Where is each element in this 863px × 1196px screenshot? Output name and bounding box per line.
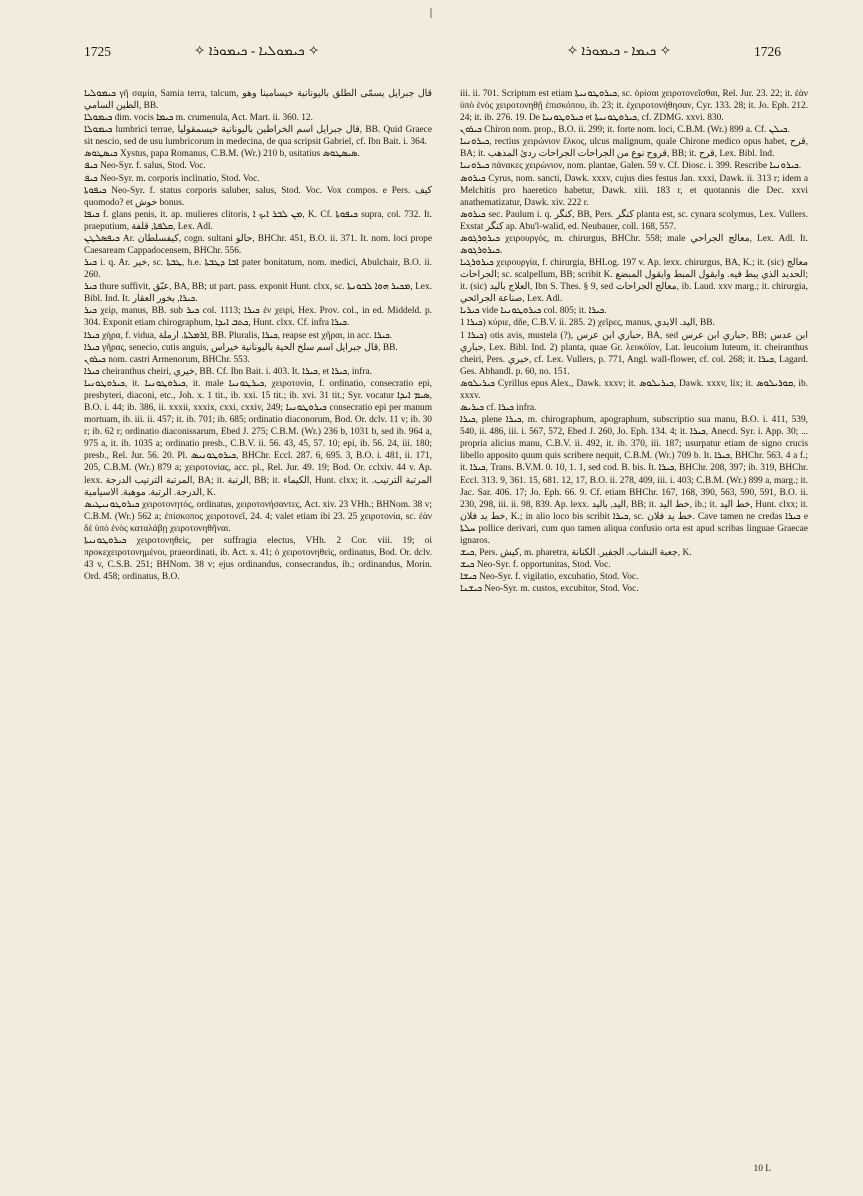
entry: ܟܝܪܘܢܝܐ, rectius χειρώνιον ἕλκος, ulcus malignum, quale Chirone medico opus habet, قرح, BA; it. قروح نوع من الجراحات الجراحات ردئ المذهب, BB; it. قرح, Lex. Bibl. Ind. [460,137,808,160]
page-number-left: 1725 [84,44,111,59]
entry: ܟܝܪܘܛܘܢܝܛܝܣ χειροτονητός, ordinatus, χειροτονήσαντες, Act. xiv. 23 VHh.; BHNom. 38 v; C.B.M. (Wr.) 562 a; ἐπίσκοπος χειροτονεῖ, 24. 4; valet etiam ibi 23. 25 χειροτονία, sc. ἐὰν δὲ ὑπὸ ἑνὸς καταλάβῃ χειροτονηθῆναι. [84,499,432,534]
entry: ܟܝܪܘܣ Cyrus, nom. sancti, Dawk. xxxv, cujus dies festus Jan. xxxi, Dawk. ii. 313 r; idem a Melchitis pro haeretico habetur, Dawk. xiii. 183 r, et quotannis die Dec. xxvi anathematizatur, Dawk. xiv. 222 r. [460,173,808,208]
binding-mark [430,8,432,18]
entry: ܟܝܪܘܢ nom. castri Armenorum, BHChr. 553. [84,354,250,365]
entry: ܟܝܪܘܢܝܐ πάνακες χειρώνιον, nom. plantae, Galen. 59 v. Cf. Diosc. i. 399. Rescribe ܟܝܪܘܢܝܐ. [460,161,802,172]
entry: ܟܝܪܐ γῆρας, senecio, cutis anguis, قال جبرايل اسم سلخ الحية باليونانية خيراس, BB. [84,342,398,353]
entry: ܟܝܡܘܠܐ dim. vocis ܟܝܡܐ m. crumenula, Act. Mart. ii. 360. 12. [84,113,313,124]
page-number-right: 1726 [754,44,781,59]
signature-mark: 10 L [753,1164,771,1174]
entry: ܟܝܪܘܛܘܢܝܐ, it. ܟܝܪܘܛܘܢܝܐ, it. male ܟܝܪܛܘܢܝܐ, χειροτονία, f. ordinatio, consecratio epi, presbyteri, diaconi, etc., Joh. x. 1 tit., ib. xxi. 15 tit.; ib. xvi. 31 tit.; Syr. vocatur ܣܝܡ ܐܝܕܐ, B.O. i. 44; ib. 386, ii. xxxii, xxxix, cxxi, cxxiv, 249; ܟܝܪܘܛܘܢܝܐ consecratio epi per manum mortuam, ib. iii. ii. 457; it. ib. 701; ib. 685; ordinatio diaconorum, Bod. Or. dclv. 11 v; ib. 30 r; ib. 62 r; ordinatio diaconissarum, Ebed J. 275; C.B.M. (Wr.) 236 b, 1031 b, sed ib. 964 a, 975 a, it. ib. 1035 a; ordinatio presb., C.B.V. ii. 56. 43, 45, 57. 10; epi, ib. 56. 24, iii. 180; presb., Rel. Jur. 56. 20. Pl. ܟܝܪܘܛܘܢܝܣ, BHChr. Eccl. 287. 6, 695. 3, B.O. i. 481, ii. 171, 205, C.B.M. (Wr.) 879 a; χειροτονίας, acc. pl., Rel. Jur. 49. 19; Bod. Or. cclxiv. 44 v. Ap. lexx. المرتبة الترتيب الدرجة, BA; it. الرتبة, BB; it. الكيماء, Hunt. clxx; it. المرتبة الترتيب. الدرجة. الرتبة. موهبة. الاسيامية, K. [84,378,433,498]
entry: ܟܝܪܘܛܘܢܝܬܐ χειροτονηθεὶς, per suffragia electus, VHh. 2 Cor. viii. 19; οἱ προκεχειροτονημένοι, praeordinati, ib. Act. x. 41; ὁ χειροτονηθεὶς, ordinatus, Bod. Or. dclv. 43 v, C.S.B. 251; BHNom. 38 v; ejus ordinandus, consecrandus, ib.; ordinandus, Morin. Ord. 458; ordinatus, B.O. [84,535,432,583]
left-column [84,88,432,583]
entry: ܟܝܦ Neo-Syr. m. corporis inclinatio, Stod. Voc. [84,173,260,184]
right-column [460,88,808,595]
entry: ܟܝܫܢܐ Neo-Syr. m. custos, excubitor, Stod. Voc. [460,584,639,595]
entry: ܟܝܦܐ f. glans penis, it. ap. mulieres clitoris, ܡܢ ܠܒܪ ܐܝܟ ܐ, K. Cf. ܟܝܦܘܬܐ supra, col. 732. It. praeputium, ܩܠܦܬܐ, قلفة, Lex. Adl. [84,209,432,232]
entry: ܟܝܣܛܘܣ Xystus, papa Romanus, C.B.M. (Wr.) 210 b, usitatius ܣܝܣܛܘܣ. [84,149,360,160]
entry: ܟܝܪܘܪܓܘܣ χειρουργός, m. chirurgus, BHChr. 558; male معالج الجراحي, Lex. Adl. It. ܟܝܪܘܪܓܘܣ. [460,233,808,257]
entry: ܟܝܪܐ cheiranthus cheiri, خيري, BB. Cf. Ibn Bait. i. 403. It. ܟܝܪܐ, et ܟܝܪܐ, infra. [84,366,372,377]
entry: iii. ii. 701. Scriptum est etiam ܟܝܪܘܛܘܢܝܬܐ, sc. ὁρίσαι χειροτονεῖσθαι, Rel. Jur. 23. 22; it. ἐὰν ὑπὸ ἑνὸς χειροτονηθῇ ἐπισκόπου, ib. 23; it. ἐχειροτονήθησαν, Cyr. 133. 28; it. Jo. Eph. 212. 24; it. ib. 276. 19. De ܟܝܪܘܛܘܢܝܐ et ܟܝܪܘܛܘܢܝܬܐ, cf. ZDMG. xxvi. 830. [460,89,809,124]
entry: ܟܝܪܐ 1) otis avis, mustela (?), حباري ابن عرس, BA, sed حباري ابن عرس, BB; ابن عدس حباري, Lex. Bibl. Ind. 2) planta, quae Gr. λευκόϊον, Lat. leucoium luteum, it. cheiranthus cheiri, Pers. خيري, cf. Lex. Vullers, p. 771, Angl. wall-flower, cf. col. 268; it. ܟܝܪܐ, Lagard. Ges. Abhandl. p. 60, no. 151. [460,330,808,377]
entry: ܟܝܫ, Pers. كيش, m. pharetra, جعبة النشاب. الجفير. الكنانة, K. [460,547,692,558]
entry: ܟܝܦ Neo-Syr. f. salus, Stod. Voc. [84,161,206,172]
entry: ܟܝܫܐ Neo-Syr. f. vigilatio, excubatio, Stod. Voc. [460,572,639,583]
entry: ܟܝܫ Neo-Syr. f. opportunitas, Stod. Voc. [460,560,611,571]
entry: ܟܝܪܐ, plene ܟܝܪܐ, m. chirographum, apographum, subscriptio sua manu, B.O. i. 411, 539, 540, ii. 486, iii. i. 567, 572, Ebed J. 260, Jo. Eph. 134. 4; it. ܟܝܪܐ, Anecd. Syr. i. App. 30; ... propria alicius manu, C.B.V. ii. 492, it. ib. 370, iii. 187; usurpatur etiam de signo crucis libello apposito quum quis scribere nequit, C.B.M. (Wr.) 709 b. It. ܟܝܪܐ, BHChr. 563. 4 a f.; it. ܟܝܪܐ, Trans. B.V.M. 0. 10, 1. 1, sed cod. B. bis. It. ܟܝܪܐ, BHChr. 208, 397; ib. 319, BHChr. Eccl. 313. 9, 361. 15, 681. 12, 17, B.O. ii. 278, 409, iii. i. 403; C.B.M. (Wr.) 899 a, marg.; it. Jac. Sar. 406. 17; Jo. Eph. 66. 9. Cf. etiam BHChr. 167, 168, 390, 563, 590, 591, B.O. ii. 230, 298, iii. ii. 98, 839. Ap. lexx. اليد, باليد, BB; it. خط اليد, ib.; it. خط اليد, Hunt. clxx; it. خط يد فلان, K.; in alio loco bis scribit ܟܝܪܐ, sc. خط يد فلان. Cave tamen ne credas ܟܝܪܐ e ܚܠܬܐ pollice derivari, cum quo tamen aliqua confusio orta est apud scribas linguae Graecae ignaros. [460,415,809,546]
running-title-right: ✧ ܟܝܡܐ - ܟܝܡܘܪܐ ✧ [566,43,671,58]
entry: ܟܝܪܐ χήρα, f. vidua, ܐܪܡܠܬܐ. ارملة, BB. Pluralis, ܟܝܪܐ, reapse est χῆραι, in acc. ܟܝܪܐ. [84,330,393,341]
entry: ܟܝܦܣܠܛܢ Ar. كيفسلطان, cogn. sultani حالو, BHChr. 451, B.O. ii. 371. It. nom. loci prope Caesaream Cappadocensem, BHChr. 556. [84,233,432,257]
entry: ܟܝܪܘܢ Chiron nom. prop., B.O. ii. 299; it. forte nom. loci, C.B.M. (Wr.) 899 a. Cf. ܟܝܠܢ. [460,125,790,136]
entry: ܟܝܪܝܠܘܣ Cyrillus epus Alex., Dawk. xxxv; it. ܟܝܪܝܠܘܣ, Dawk. xxxv, lix; it. ܩܘܪܝܠܘܣ, ib. xxxv. [460,378,809,401]
entry: ܟܝܡܘܠܝܐ γῆ σαμία, Samia terra, talcum, قال جبرايل يسمّى الطلق باليونانية خيسامينا وهو الطين السامي, BB. [84,89,432,112]
entry: ܟܝܪܝܐ vide ܟܝܪܘܛܘܢܝܐ col. 805; it. ܟܝܪܐ. [460,306,607,317]
page-header [84,44,781,68]
entry: ܟܝܪ χείρ, manus, BB. sub ܟܝܪ col. 1113; ܟܝܪܐ ἐν χειρί, Hex. Prov. col., in ed. Middeld. p. 304. Exponit etiam chirographum, ܟܬܒ ܐܝܕܐ, Hunt. clxx. Cf. infra ܟܝܪܐ. [84,306,432,329]
running-title-left: ✧ ܟܝܡܘܠܝܐ - ܟܝܡܘܪܐ ✧ [194,43,320,58]
entry: ܟܝܪܝܣ cf. ܟܝܪܐ infra. [460,403,537,414]
entry: ܟܝܪ i. q. Ar. خير, sc. ܛܒܬܐ, h.e. ܐܒܐ ܕܛܒܬܐ pater bonitatum, nom. medici, Abulchair, B.O. ii. 260. [84,258,432,281]
entry: ܟܝܪ thure suffivit, عبّق, BA, BB; ut part. pass. exponit Hunt. clxx, sc. ܡܟܝܪ ܗܘܐ ܠܒܘܢܬܐ, Lex. Bibl. Ind. It. ܟܝܪܐ, بخور العقار. [84,282,432,305]
entry: ܟܝܦܘܬܐ Neo-Syr. f. status corporis saluber, salus, Stod. Voc. Vox compos. e Pers. كيف quomodo? et خوش bonus. [84,185,432,208]
entry: ܟܝܡܘܠܐ lumbrici terrae, قال جبرايل اسم الخراطين باليونانية خيسمقوليا, BB. Quid Graece sit nescio, sed de usu lumbricorum in medecina, de qua scripsit Gabriel, cf. Ibn Bait. i. 364. [84,125,432,148]
entry: ܟܝܪܐ 1) κύριε, dñe, C.B.V. ii. 285. 2) χεῖρες, manus, اليد. الايدي, BB. [460,318,715,329]
entry: ܟܝܪܘܣ sec. Paulum i. q. كنگر, BB, Pers. كنگر planta est, sc. cynara scolymus, Lex. Vullers. Exstat كنگر ap. Abu'l-walid, ed. Neubauer, coll. 168, 557. [460,209,808,232]
entry: ܟܝܪܘܪܓܝܐ χειρουργία, f. chirurgia, BHLog. 197 v. Ap. lexx. chirurgus, BA, K.; it. (sic) معالج الجراحات; sc. scalpellum, BB; scribit K. الحديد الذي يبط فيه. وايقول المبط وايقول المبضع; it. (sic) العلاج باليد, Ibn S. Thes. § 9, sed معالج الجراحات, ib. Laud. xxv marg.; it. chirurgia, صناعة الجرائحي, Lex. Adl. [460,258,809,305]
